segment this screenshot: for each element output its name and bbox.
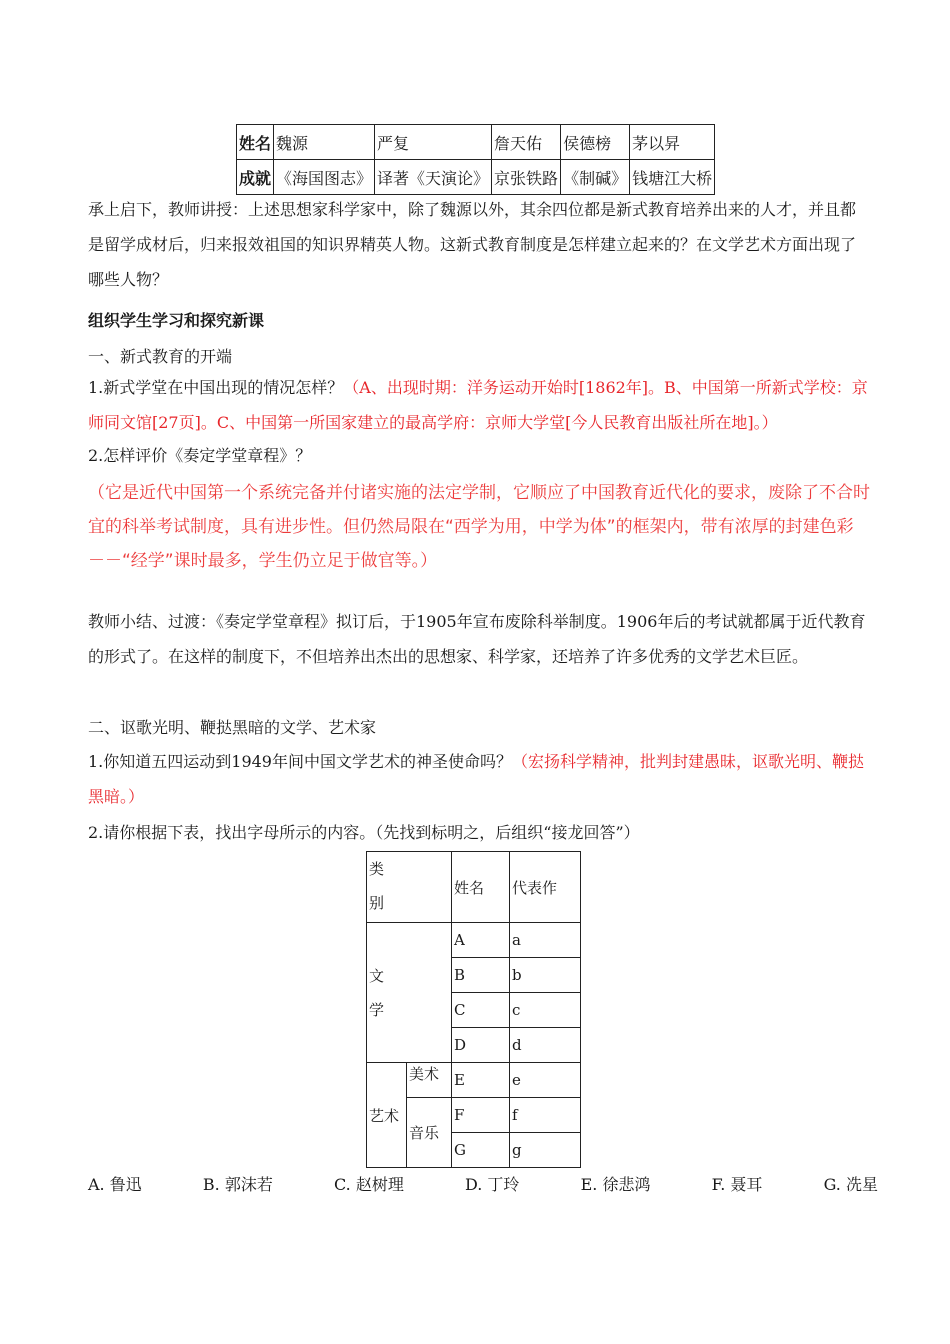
part2-question2: 2.请你根据下表，找出字母所示的内容。（先找到标明之，后组织“接龙回答”） [88,823,640,842]
table-cell: g [510,1133,581,1168]
section-title: 组织学生学习和探究新课 [88,311,265,330]
arts-table [366,851,581,1168]
table-cell: 严复 [375,125,492,160]
table-cell: B [452,958,510,993]
table-cell: 魏源 [274,125,375,160]
part2-question1 [88,744,870,814]
table-cell: a [510,923,581,958]
table-row [367,923,581,958]
table-cell: 侯德榜 [561,125,630,160]
header-text: 别 [369,894,385,912]
table-cell-header [367,852,452,923]
subcategory-music: 音乐 [407,1098,452,1168]
table-cell: G [452,1133,510,1168]
answer-option: A. 鲁迅 [88,1175,142,1194]
table-cell: b [510,958,581,993]
table-cell: e [510,1063,581,1098]
table-cell-header: 成就 [237,160,274,195]
part1-title: 一、新式教育的开端 [88,347,233,366]
table-cell: 茅以昇 [630,125,715,160]
table-cell: 京张铁路 [492,160,561,195]
part1-question1 [88,370,870,440]
scholar-table [236,124,715,195]
subcategory-fine-art: 美术 [407,1063,452,1098]
table-cell: c [510,993,581,1028]
summary-paragraph: 教师小结、过渡：《奏定学堂章程》拟订后，于1905年宣布废除科举制度。1906年后的考试就都属于近代教育的形式了。在这样的制度下，不但培养出杰出的思想家、科学家，还培养了许多优秀的文学艺术巨匠。 [88,612,866,666]
category-art: 艺术 [367,1063,407,1168]
header-text: 类 [369,860,385,878]
table-cell-header: 姓名 [237,125,274,160]
answer-option: E. 徐悲鸿 [580,1175,651,1194]
answer-option: F. 聂耳 [711,1175,763,1194]
table-cell: 詹天佑 [492,125,561,160]
part1-answer2: （它是近代中国第一个系统完备并付诸实施的法定学制，它顺应了中国教育近代化的要求，废除了不合时宜的科举考试制度，具有进步性。但仍然局限在“西学为用，中学为体”的框架内，带有浓厚的封建色彩－－“经学”课时最多，学生仍立足于做官等。） [88,483,870,571]
table-cell: 《海国图志》 [274,160,375,195]
table-cell: 钱塘江大桥 [630,160,715,195]
answer-text: （A、出现时期：洋务运动开始时[1862年]。B、中国第一所新式学校：京师同文馆[27页]。C、中国第一所国家建立的最高学府：京师大学堂[今人民教育出版社所在地]。） [88,378,868,432]
table-cell: D [452,1028,510,1063]
part1-question2: 2.怎样评价《奏定学堂章程》？ [88,446,312,465]
answer-option: G. 冼星 [823,1175,878,1194]
table-cell: f [510,1098,581,1133]
table-row [237,160,715,195]
question-text: 1.新式学堂在中国出现的情况怎样？ [88,378,344,397]
table-row [367,1063,581,1098]
answer-options [88,1172,878,1195]
intro-paragraph: 承上启下，教师讲授：上述思想家科学家中，除了魏源以外，其余四位都是新式教育培养出来的人才，并且都是留学成材后，归来报效祖国的知识界精英人物。这新式教育制度是怎样建立起来的？在文学艺术方面出现了哪些人物？ [88,200,857,289]
table-row [367,852,581,923]
table-cell-header: 代表作 [510,852,581,923]
question-text: 1.你知道五四运动到1949年间中国文学艺术的神圣使命吗？ [88,752,512,771]
table-cell: 《制碱》 [561,160,630,195]
table-cell: 译著《天演论》 [375,160,492,195]
answer-option: C. 赵树理 [333,1175,404,1194]
answer-option: B. 郭沫若 [202,1175,273,1194]
table-cell: A [452,923,510,958]
category-text: 学 [369,1000,385,1019]
table-cell: F [452,1098,510,1133]
table-cell: C [452,993,510,1028]
category-text: 文 [369,966,385,985]
category-literature [367,923,452,1063]
part2-title: 二、讴歌光明、鞭挞黑暗的文学、艺术家 [88,718,377,737]
table-cell-header: 姓名 [452,852,510,923]
table-cell: d [510,1028,581,1063]
table-row [237,125,715,160]
answer-option: D. 丁玲 [465,1175,520,1194]
table-cell: E [452,1063,510,1098]
answer-text: （宏扬科学精神，批判封建愚昧，讴歌光明、鞭挞黑暗。） [88,752,865,806]
